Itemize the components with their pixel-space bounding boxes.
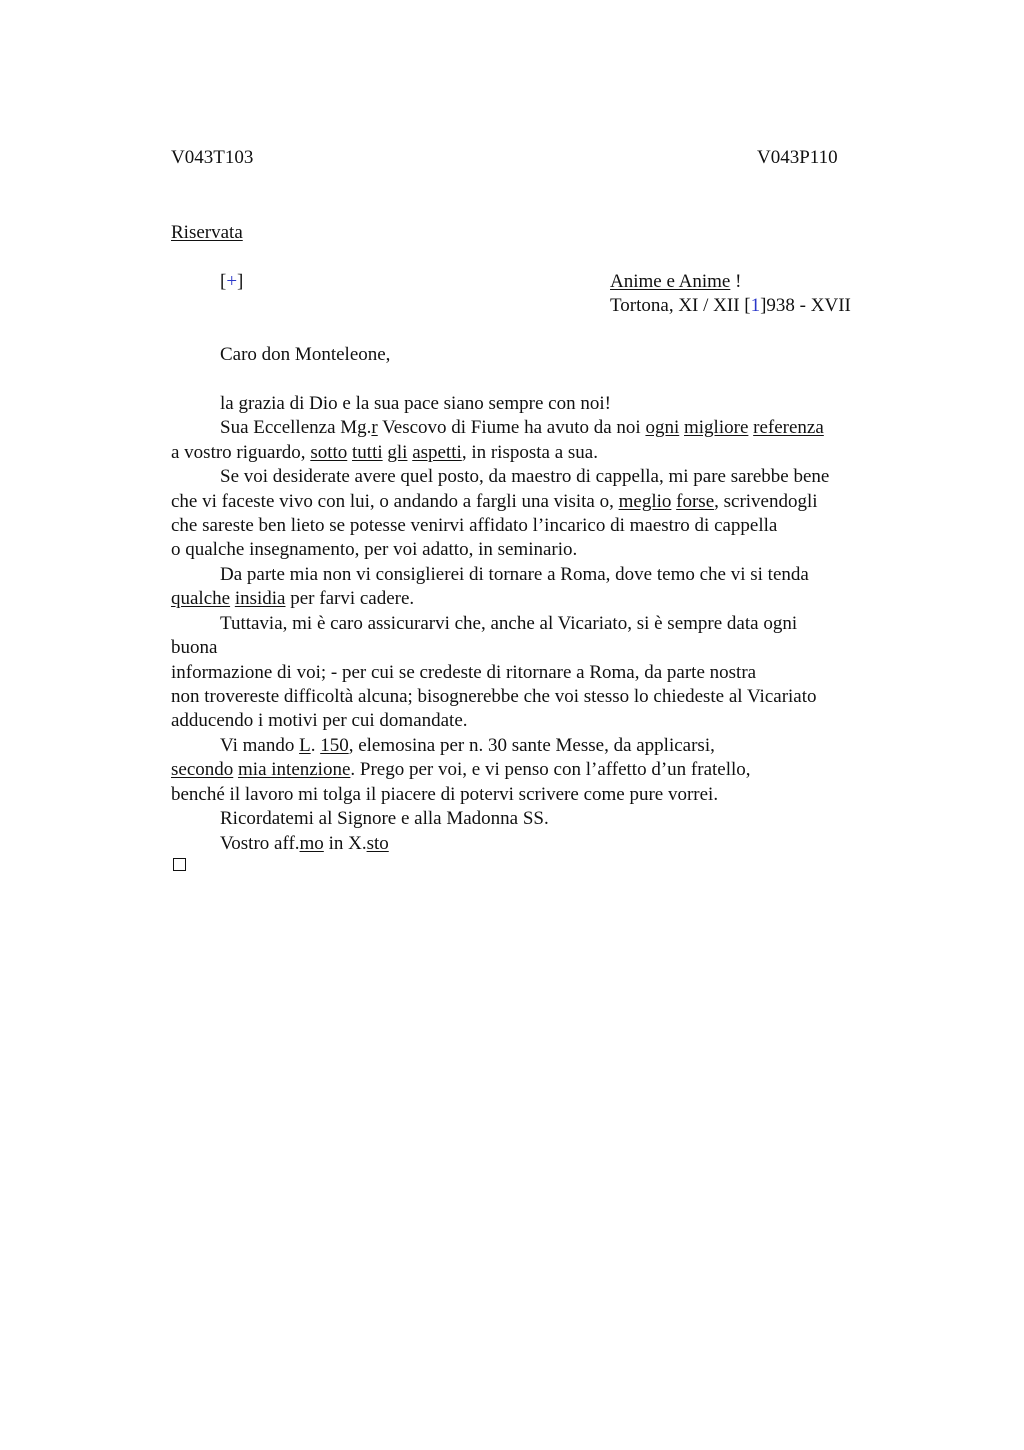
place-date: [610, 294, 851, 318]
text-run: Vescovo di Fiume ha avuto da noi: [377, 417, 646, 438]
text-run-underlined: qualche: [171, 588, 231, 609]
text-run: , elemosina per n. 30 sante Messe, da applicarsi,: [348, 735, 715, 756]
text-run-underlined: r: [371, 417, 378, 438]
place-date-before: Tortona, XI / XII [: [610, 295, 751, 316]
text-run: a vostro riguardo,: [171, 442, 311, 463]
body-line-17: benché il lavoro mi tolga il piacere di potervi scrivere come pure vorrei.: [171, 784, 719, 805]
cross-open-bracket: [: [220, 271, 227, 292]
text-run-underlined: ogni: [645, 417, 680, 438]
text-run: . Prego per voi, e vi penso con l’affetto d’un fratello,: [350, 759, 751, 780]
text-run-underlined: forse: [676, 491, 715, 512]
text-run-underlined: insidia: [234, 588, 286, 609]
text-run-underlined: 150: [320, 735, 349, 756]
body-line-11: buona: [171, 637, 218, 658]
text-run-underlined: L: [299, 735, 311, 756]
body-line-2: [220, 416, 824, 440]
body-line-16: [171, 758, 751, 782]
body-line-8: Da parte mia non vi consiglierei di tornare a Roma, dove temo che vi si tenda: [220, 564, 809, 585]
motto-punct: !: [730, 271, 742, 292]
salutation: Caro don Monteleone,: [220, 344, 391, 365]
body-line-7: o qualche insegnamento, per voi adatto, in seminario.: [171, 539, 578, 560]
text-run-underlined: meglio: [618, 491, 672, 512]
signature-line: [220, 832, 389, 856]
body-line-10: Tuttavia, mi è caro assicurarvi che, anche al Vicariato, si è sempre data ogni: [220, 613, 798, 634]
body-line-6: che sareste ben lieto se potesse venirvi affidato l’incarico di maestro di cappella: [171, 515, 778, 536]
place-date-digit: 1: [750, 295, 761, 316]
body-line-4: Se voi desiderate avere quel posto, da maestro di cappella, mi pare sarebbe bene: [220, 466, 830, 487]
text-run-underlined: gli: [387, 442, 408, 463]
text-run: .: [310, 735, 321, 756]
text-run-underlined: migliore: [684, 417, 749, 438]
text-run-underlined: aspetti: [412, 442, 462, 463]
text-run: per farvi cadere.: [285, 588, 415, 609]
body-line-18: Ricordatemi al Signore e alla Madonna SS.: [220, 808, 549, 829]
motto-text: Anime e Anime: [610, 271, 731, 292]
text-run: che vi faceste vivo con lui, o andando a fargli una visita o,: [171, 491, 619, 512]
text-run: Sua Eccellenza Mg.: [220, 417, 372, 438]
body-line-3: [171, 441, 598, 465]
motto: [610, 270, 741, 294]
body-line-14: adducendo i motivi per cui domandate.: [171, 710, 468, 731]
body-line-5: [171, 490, 818, 514]
classification-label: Riservata: [171, 222, 243, 243]
text-run-underlined: referenza: [753, 417, 824, 438]
text-run-underlined: sotto: [310, 442, 348, 463]
text-run: , scrivendogli: [714, 491, 818, 512]
body-line-12: informazione di voi; - per cui se credeste di ritornare a Roma, da parte nostra: [171, 662, 757, 683]
cross-icon: +: [226, 271, 238, 292]
end-square-icon: [173, 858, 186, 871]
header-left-code: V043T103: [171, 147, 254, 168]
text-run: in X.: [323, 833, 367, 854]
text-run: Vostro aff.: [220, 833, 300, 854]
body-line-9: [171, 587, 414, 611]
text-run-underlined: mia intenzione: [238, 759, 351, 780]
text-run: Vi mando: [220, 735, 300, 756]
body-line-13: non trovereste difficoltà alcuna; bisognerebbe che voi stesso lo chiedeste al Vicariato: [171, 686, 817, 707]
text-run-underlined: sto: [366, 833, 389, 854]
text-run-underlined: secondo: [171, 759, 234, 780]
cross-mark: [220, 270, 243, 294]
text-run: , in risposta a sua.: [461, 442, 598, 463]
body-line-1: la grazia di Dio e la sua pace siano sempre con noi!: [220, 393, 611, 414]
body-line-15: [220, 734, 715, 758]
place-date-after: ]938 - XVII: [760, 295, 851, 316]
text-run-underlined: mo: [299, 833, 324, 854]
text-run-underlined: tutti: [352, 442, 383, 463]
cross-close-bracket: ]: [237, 271, 244, 292]
header-right-code: V043P110: [757, 147, 838, 168]
